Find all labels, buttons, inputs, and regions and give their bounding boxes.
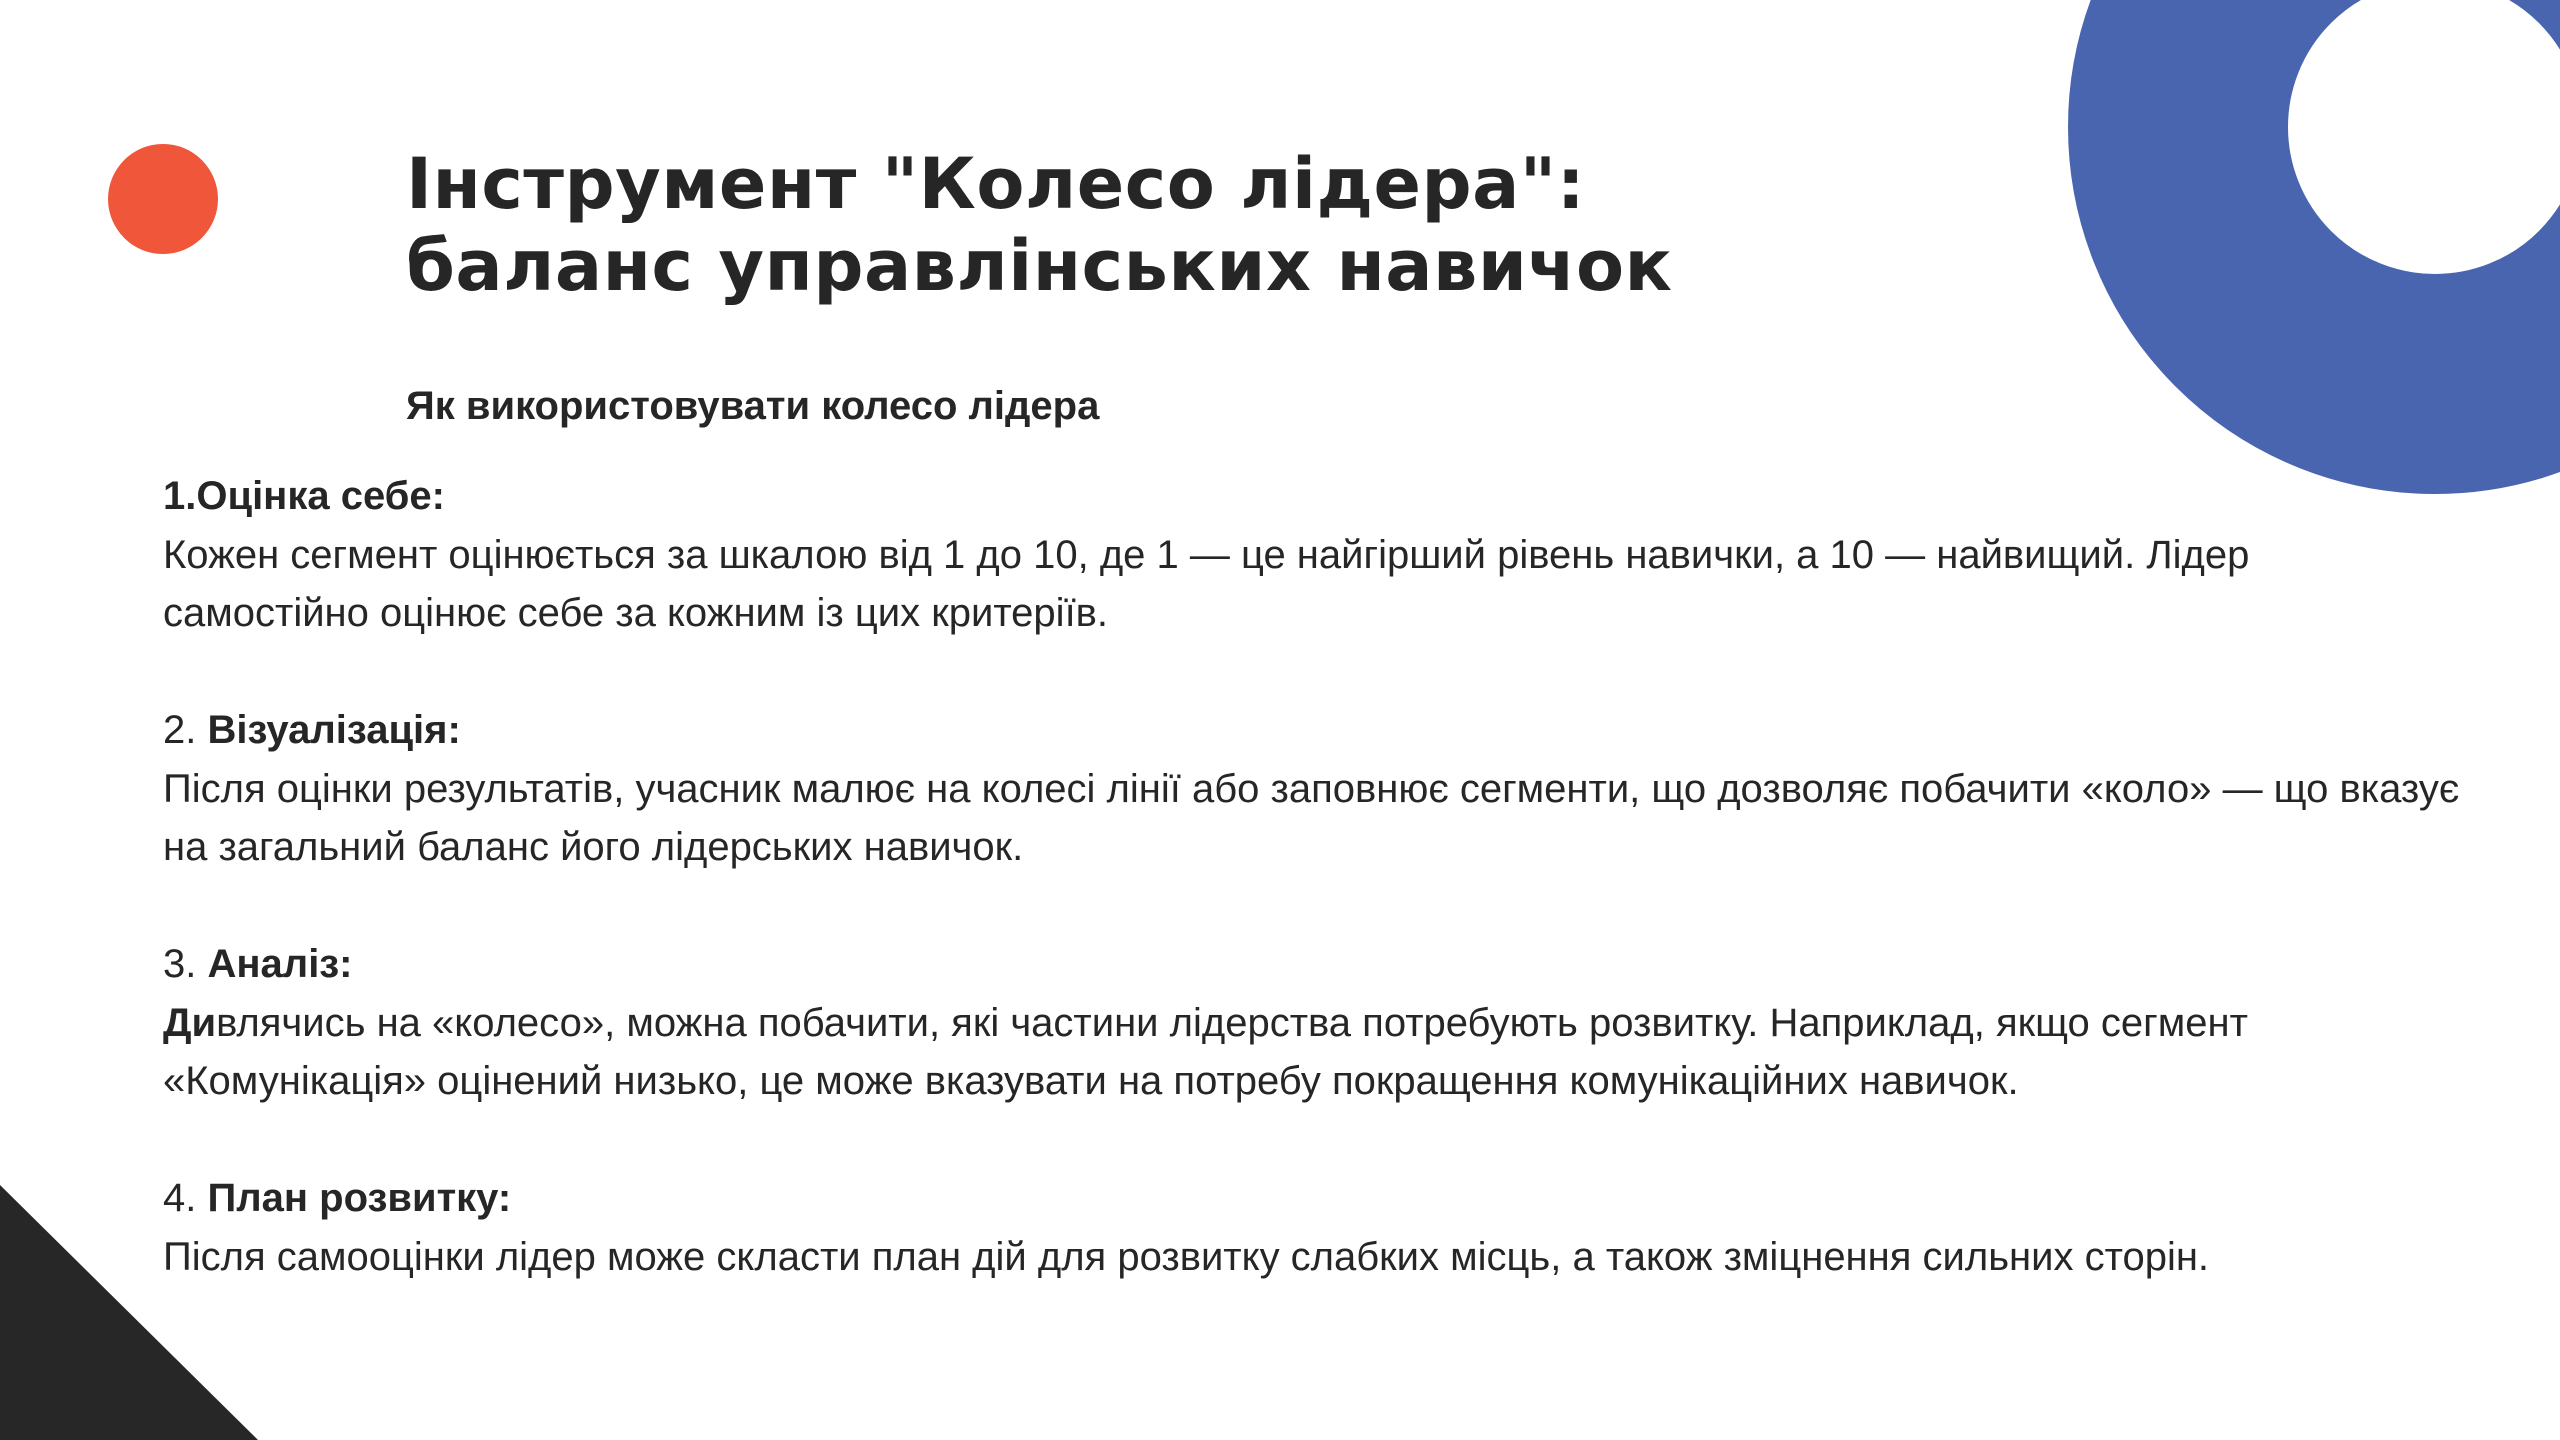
slide-title [406,143,2006,307]
step-2 [163,701,2463,877]
step-title: Візуалізація: [207,708,461,752]
step-heading [163,1169,2463,1228]
step-number: 4. [163,1176,208,1220]
step-title: Аналіз: [207,942,353,986]
step-description: Після оцінки результатів, учасник малює на колесі лінії або заповнює сегменти, що дозволяє побачити «коло» — що вказує на загальний баланс його лідерських навичок. [163,766,2460,869]
step-number: 1. [163,474,197,518]
slide-subtitle: Як використовувати колесо лідера [406,384,1100,428]
step-description: Кожен сегмент оцінюється за шкалою від 1 до 10, де 1 — це найгірший рівень навички, а 10 — найвищий. Лідер самостійно оцінює себе за кожним із цих критеріїв. [163,532,2250,635]
step-3 [163,935,2463,1111]
step-1 [163,467,2463,643]
step-heading [163,935,2463,994]
step-description [163,994,2463,1111]
title-line-2: баланс управлінських навичок [406,225,1673,307]
steps-list [163,467,2463,1345]
step-heading [163,701,2463,760]
step-number: 3. [163,942,208,986]
blue-ring-decoration [2068,0,2560,494]
orange-circle-decoration [108,144,218,254]
step-4 [163,1169,2463,1286]
step-title: План розвитку: [207,1176,512,1220]
step-heading [163,467,2463,526]
step-description: Після самооцінки лідер може скласти план дій для розвитку слабких місць, а також зміцнення сильних сторін. [163,1234,2210,1279]
step-title: Оцінка себе: [196,474,445,518]
step-description-lead: Ди [163,1000,217,1045]
title-line-1: Інструмент "Колесо лідера": [406,143,1586,225]
step-description-rest: влячись на «колесо», можна побачити, які частини лідерства потребують розвитку. Наприклад, якщо сегмент «Комунікація» оцінений низько, це може вказувати на потребу покращення комунікаційних навичок. [163,1000,2248,1103]
step-number: 2. [163,708,208,752]
